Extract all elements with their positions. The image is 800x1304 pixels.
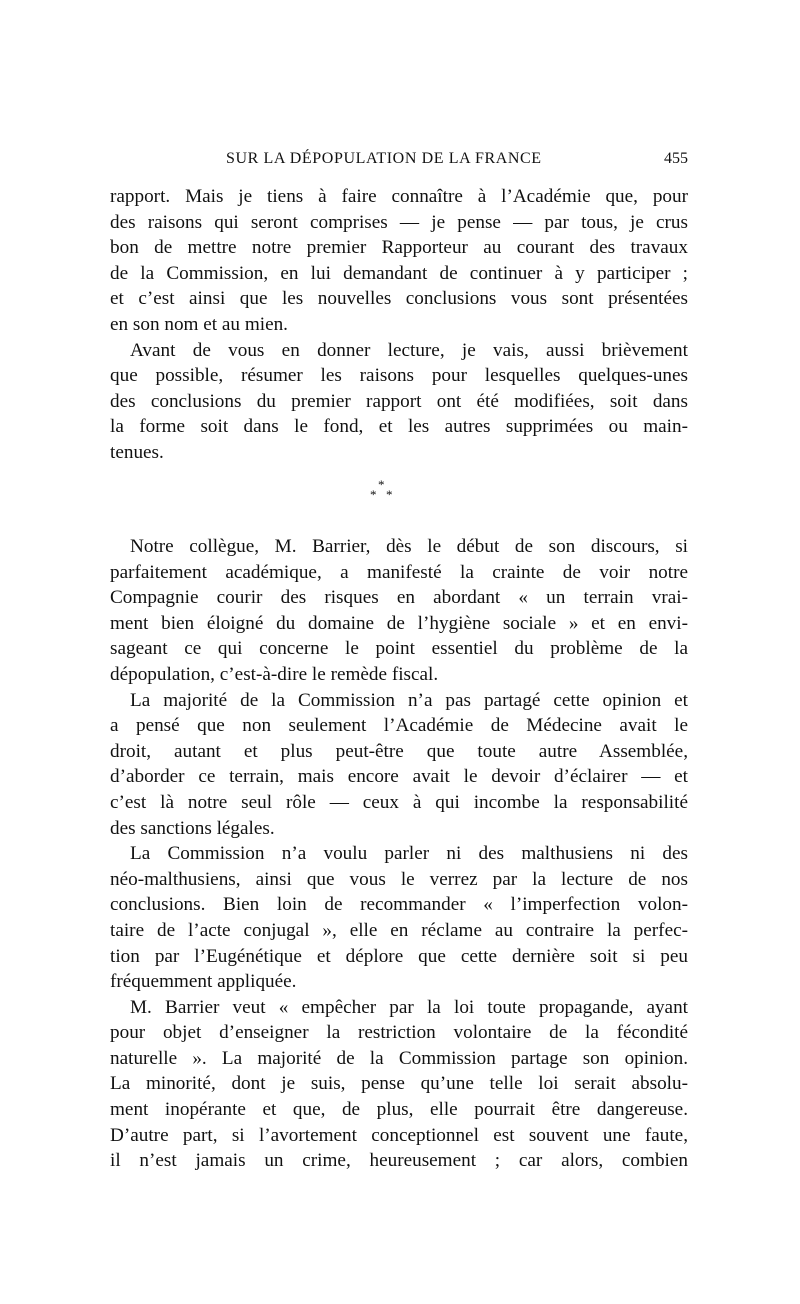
text-line: que possible, résumer les raisons pour lesquelles quelques-unes	[110, 365, 688, 387]
text-line: parfaitement académique, a manifesté la crainte de voir notre	[110, 561, 688, 583]
text-line: M. Barrier veut « empêcher par la loi toute propagande, ayant	[130, 996, 688, 1018]
text-line: tenues.	[110, 441, 164, 463]
text-block-2	[110, 534, 688, 1174]
text-line: tion par l’Eugénétique et déplore que cette dernière soit si peu	[110, 945, 688, 967]
text-line: en son nom et au mien.	[110, 313, 288, 335]
text-line: des conclusions du premier rapport ont été modifiées, soit dans	[110, 390, 688, 412]
text-line: c’est là notre seul rôle — ceux à qui incombe la responsabilité	[110, 791, 688, 813]
text-line: fréquemment appliquée.	[110, 971, 297, 993]
asterisk-icon: *	[386, 487, 393, 502]
text-line: dépopulation, c’est-à-dire le remède fiscal.	[110, 663, 439, 685]
running-title: SUR LA DÉPOPULATION DE LA FRANCE	[226, 150, 542, 167]
asterisk-icon: *	[370, 487, 377, 502]
text-block-1	[110, 184, 688, 466]
text-line: ment inopérante et que, de plus, elle pourrait être dangereuse.	[110, 1099, 688, 1121]
text-line: bon de mettre notre premier Rapporteur au courant des travaux	[110, 237, 688, 259]
text-line: droit, autant et plus peut-être que toute autre Assemblée,	[110, 740, 688, 762]
text-line: La majorité de la Commission n’a pas partagé cette opinion et	[130, 689, 688, 711]
text-line: La Commission n’a voulu parler ni des malthusiens ni des	[130, 843, 688, 865]
text-line: Notre collègue, M. Barrier, dès le début de son discours, si	[130, 536, 688, 557]
page-number: 455	[664, 150, 688, 167]
text-line: pour objet d’enseigner la restriction volontaire de la fécondité	[110, 1022, 688, 1044]
text-line: de la Commission, en lui demandant de continuer à y participer ;	[110, 262, 688, 284]
text-line: la forme soit dans le fond, et les autres supprimées ou main-	[110, 416, 688, 438]
text-line: d’aborder ce terrain, mais encore avait le devoir d’éclairer — et	[110, 766, 688, 788]
text-line: des sanctions légales.	[110, 817, 275, 839]
text-line: conclusions. Bien loin de recommander « l’imperfection volon-	[110, 894, 688, 916]
text-line: il n’est jamais un crime, heureusement ; car alors, combien	[110, 1150, 688, 1172]
text-line: des raisons qui seront comprises — je pense — par tous, je crus	[110, 211, 688, 233]
asterisk-icon: *	[378, 477, 385, 492]
text-line: a pensé que non seulement l’Académie de Médecine avait le	[110, 715, 688, 737]
text-line: naturelle ». La majorité de la Commission partage son opinion.	[110, 1047, 688, 1069]
text-line: et c’est ainsi que les nouvelles conclusions vous sont présentées	[110, 288, 688, 310]
text-line: La minorité, dont je suis, pense qu’une telle loi serait absolu-	[110, 1073, 688, 1095]
text-line: néo-malthusiens, ainsi que vous le verrez par la lecture de nos	[110, 868, 688, 890]
running-head	[110, 150, 688, 172]
asterism-separator	[360, 478, 420, 508]
text-line: taire de l’acte conjugal », elle en réclame au contraire la perfec-	[110, 919, 688, 941]
text-line: rapport. Mais je tiens à faire connaître à l’Académie que, pour	[110, 186, 688, 207]
text-line: Compagnie courir des risques en abordant « un terrain vrai-	[110, 587, 688, 609]
text-line: D’autre part, si l’avortement conceptionnel est souvent une faute,	[110, 1124, 688, 1146]
text-line: ment bien éloigné du domaine de l’hygiène sociale » et en envi-	[110, 612, 688, 634]
text-line: sageant ce qui concerne le point essentiel du problème de la	[110, 638, 688, 660]
text-line: Avant de vous en donner lecture, je vais, aussi brièvement	[130, 339, 688, 361]
